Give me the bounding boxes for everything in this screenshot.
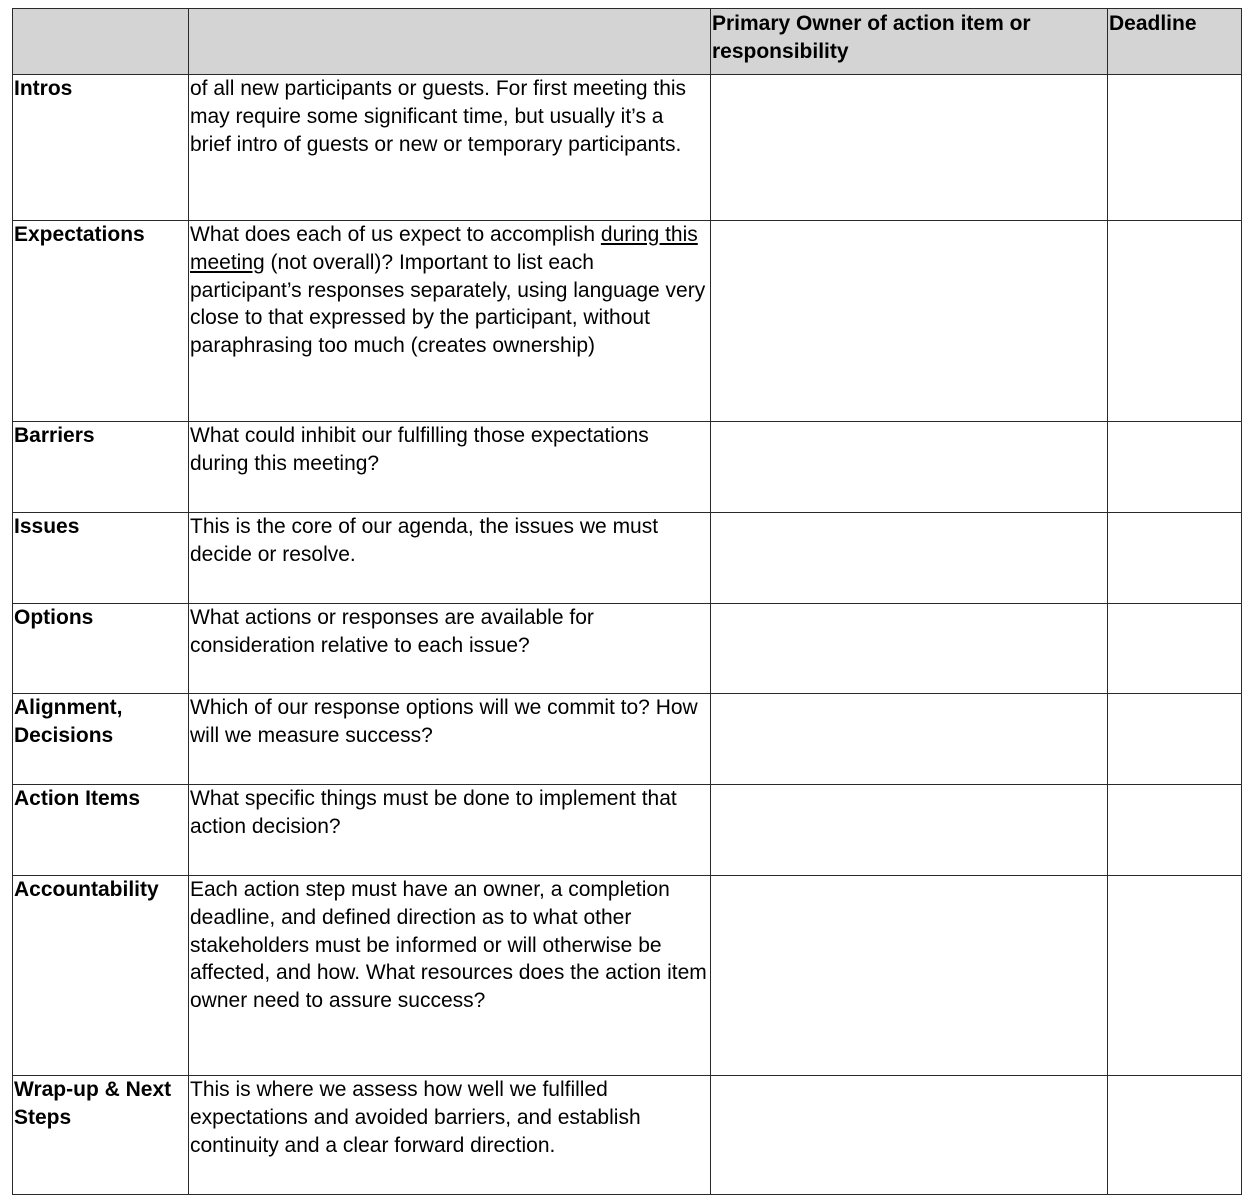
row-description: This is the core of our agenda, the issues we must decide or resolve. xyxy=(189,513,711,604)
table-row-wrap-up xyxy=(13,1076,1242,1195)
underlined-text: during this meeting xyxy=(190,223,698,274)
table-row-barriers xyxy=(13,422,1242,513)
header-cell-owner: Primary Owner of action item or responsibility xyxy=(711,9,1108,75)
row-description xyxy=(189,221,711,422)
deadline-cell[interactable] xyxy=(1108,221,1242,422)
row-label: Barriers xyxy=(13,422,189,513)
header-cell-description xyxy=(189,9,711,75)
deadline-cell[interactable] xyxy=(1108,422,1242,513)
owner-cell[interactable] xyxy=(711,876,1108,1076)
row-description: Each action step must have an owner, a completion deadline, and defined direction as to what other stakeholders must be informed or will otherwise be affected, and how. What resources does the action item owner need to assure success? xyxy=(189,876,711,1076)
row-description: What could inhibit our fulfilling those expectations during this meeting? xyxy=(189,422,711,513)
row-description: What actions or responses are available for consideration relative to each issue? xyxy=(189,604,711,694)
deadline-cell[interactable] xyxy=(1108,75,1242,221)
row-label: Accountability xyxy=(13,876,189,1076)
header-cell-topic xyxy=(13,9,189,75)
owner-cell[interactable] xyxy=(711,604,1108,694)
owner-cell[interactable] xyxy=(711,221,1108,422)
deadline-cell[interactable] xyxy=(1108,604,1242,694)
row-label: Intros xyxy=(13,75,189,221)
row-label: Options xyxy=(13,604,189,694)
header-row xyxy=(13,9,1242,75)
deadline-cell[interactable] xyxy=(1108,1076,1242,1195)
row-description: of all new participants or guests. For first meeting this may require some significant time, but usually it’s a brief intro of guests or new or temporary participants. xyxy=(189,75,711,221)
table-row-options xyxy=(13,604,1242,694)
row-label: Expectations xyxy=(13,221,189,422)
table-row-accountability xyxy=(13,876,1242,1076)
owner-cell[interactable] xyxy=(711,513,1108,604)
row-description: This is where we assess how well we fulfilled expectations and avoided barriers, and establish continuity and a clear forward direction. xyxy=(189,1076,711,1195)
table-row-intros xyxy=(13,75,1242,221)
table-row-action-items xyxy=(13,785,1242,876)
row-label: Action Items xyxy=(13,785,189,876)
row-label: Alignment, Decisions xyxy=(13,694,189,785)
table-row-expectations xyxy=(13,221,1242,422)
meeting-agenda-table xyxy=(12,8,1242,1195)
owner-cell[interactable] xyxy=(711,75,1108,221)
deadline-cell[interactable] xyxy=(1108,513,1242,604)
header-cell-deadline: Deadline xyxy=(1108,9,1242,75)
row-description: What specific things must be done to implement that action decision? xyxy=(189,785,711,876)
row-label: Issues xyxy=(13,513,189,604)
deadline-cell[interactable] xyxy=(1108,785,1242,876)
description-text: (not overall)? Important to list each participant’s responses separately, using language very close to that expressed by the participant, without paraphrasing too much (creates ownership) xyxy=(190,250,706,358)
deadline-cell[interactable] xyxy=(1108,694,1242,785)
owner-cell[interactable] xyxy=(711,694,1108,785)
owner-cell[interactable] xyxy=(711,422,1108,513)
table-row-alignment xyxy=(13,694,1242,785)
row-description: Which of our response options will we commit to? How will we measure success? xyxy=(189,694,711,785)
deadline-cell[interactable] xyxy=(1108,876,1242,1076)
description-text: What does each of us expect to accomplish xyxy=(190,223,601,246)
table-row-issues xyxy=(13,513,1242,604)
owner-cell[interactable] xyxy=(711,785,1108,876)
row-label: Wrap-up & Next Steps xyxy=(13,1076,189,1195)
owner-cell[interactable] xyxy=(711,1076,1108,1195)
